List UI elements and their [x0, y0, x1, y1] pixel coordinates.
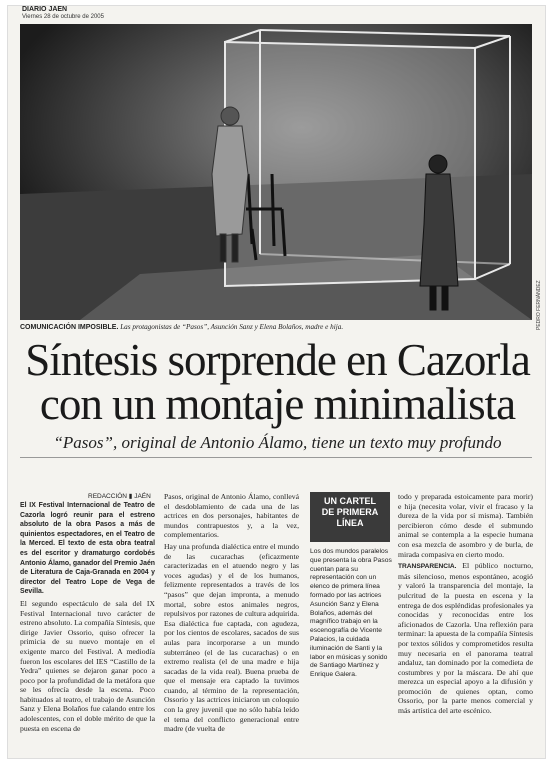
sidebar-title-line-3: LÍNEA	[336, 518, 364, 528]
article-column-4	[398, 492, 533, 718]
byline: REDACCIÓN ▮ JAÉN	[88, 493, 151, 500]
headline	[20, 335, 535, 429]
sidebar-title-line-1: UN CARTEL	[324, 496, 376, 506]
sidebar-title-line-2: DE PRIMERA	[321, 507, 379, 517]
photo-caption	[20, 323, 530, 332]
article-paragraph-2: Pasos, original de Antonio Álamo, conllevá el desdoblamiento de cada una de las actrices en dos personajes, habitantes de mundos contrapuestos y, a la vez, complementarios.	[164, 492, 299, 540]
article-column-2	[164, 492, 299, 736]
article-paragraph-5	[398, 561, 533, 716]
headline-line-1: Síntesis sorprende en Cazorla	[25, 335, 530, 385]
headline-line-2: con un montaje minimalista	[39, 379, 516, 429]
publication-date: Viernes 28 de octubre de 2005	[22, 14, 104, 20]
stage-photo	[20, 24, 532, 320]
sidebar-title	[310, 492, 390, 542]
article-paragraph-1: El segundo espectáculo de sala del IX Festival Internacional tuvo carácter de estreno absoluto. La compañía Síntesis, que dirige Javier Ossorio, quiso ofrecer la primicia de su nuevo montaje en el exigente marco del Festival. A mediodía fueron los escolares del IES “Castillo de la Yedra” quienes se dejaron ganar poco a poco por la profundidad de la metáfora que se les ofrecía desde la escena. Poco habituados al teatro, el trabajo de Asunción Sanz y Elena Bolaños fue calando entre los adolescentes, con el doble mérito de que la puesta en escena de	[20, 598, 155, 733]
article-paragraph-4: todo y preparada estoicamente para morir) e hija (necesita volar, vivir el fracaso y la dureza de la vida por sí misma). También percibieron cómo desde el submundo animal se contempla a la especie humana con esa mezcla de asombro y de burla, de mirada compasiva en cierto modo.	[398, 492, 533, 559]
divider	[20, 457, 532, 458]
section-head-transparencia: TRANSPARENCIA.	[398, 563, 457, 571]
caption-title: COMUNICACIÓN IMPOSIBLE.	[20, 324, 119, 331]
article-lead: El IX Festival Internacional de Teatro de Cazorla logró reunir para el estreno absoluto de la obra Pasos a más de quinientos espectadores, en el Teatro de la Merced. El texto de esta obra teatral es del escritor y dramaturgo cordobés Antonio Álamo, ganador del Premio Jaén de Literatura de Caja-Granada en 2004 y director del Teatro Lope de Vega de Sevilla.	[20, 502, 155, 596]
sidebar-text: Los dos mundos paralelos que presenta la obra Pasos cuentan para su representación con un elenco de primera línea formado por las actrices Asunción Sanz y Elena Bolaños, además del magnífico trabajo en la escenografía de Vicente Palacios, la cuidada iluminación de Santi y la labor en músicas y sonido de Santiago Martínez y Enrique Galera.	[310, 548, 392, 679]
photo-credit: PEDRO FERNÁNDEZ	[536, 280, 542, 330]
article-column-1	[20, 501, 155, 735]
article-paragraph-3: Hay una profunda dialéctica entre el mundo de las cucarachas (eficazmente caracterizadas en el atuendo negro y las voces agudas) y el de los humanos, felizmente representados a través de los “pasos” que dejan impronta, a menudo mortal, sobre estos animales negros, repulsivos por razones de cultura adquirida. Esa dialéctica fue captada, con agudeza, por los cientos de escolares, sacados de sus aulas para incorporarse a un mundo subterráneo (el de las cucarachas) o en extremo realista (el de una madre e hija sacadas de la vida real). Buena prueba de que el mensaje era captado la tuvimos cuando, al término de la representación, Ossorio y las actrices iniciaron un coloquio con la grey juvenil que no sólo había leído el tema del conflicto generacional entre madre (de vuelta de	[164, 541, 299, 734]
subheadline: “Pasos”, original de Antonio Álamo, tiene un texto muy profundo	[53, 433, 502, 452]
stage-scene-illustration	[20, 24, 532, 320]
article-paragraph-5-text: El público nocturno, más silencioso, menos espontáneo, acogió y valoró la transparencia del montaje, la pulcritud de la puesta en escena y la entrega de dos espléndidas profesionales ya conocidas y reconocidas entre los aficionados de Cazorla. Una reflexión para terminar: la apuesta de la compañía Síntesis por textos sólidos y comprometidos resulta muy necesaria en el panorama teatral andaluz, tan dominado por la comedieta de costumbres y por la máscara. De ahí que merezca un especial apoyo a la difusión y promoción de quienes optan, como Ossorio, por la parte menos comercial y más artística del arte escénico.	[398, 561, 534, 716]
caption-text: Las protagonistas de “Pasos”, Asunción Sanz y Elena Bolaños, madre e hija.	[120, 323, 344, 331]
publication-name: DIARIO JAEN	[22, 6, 68, 13]
